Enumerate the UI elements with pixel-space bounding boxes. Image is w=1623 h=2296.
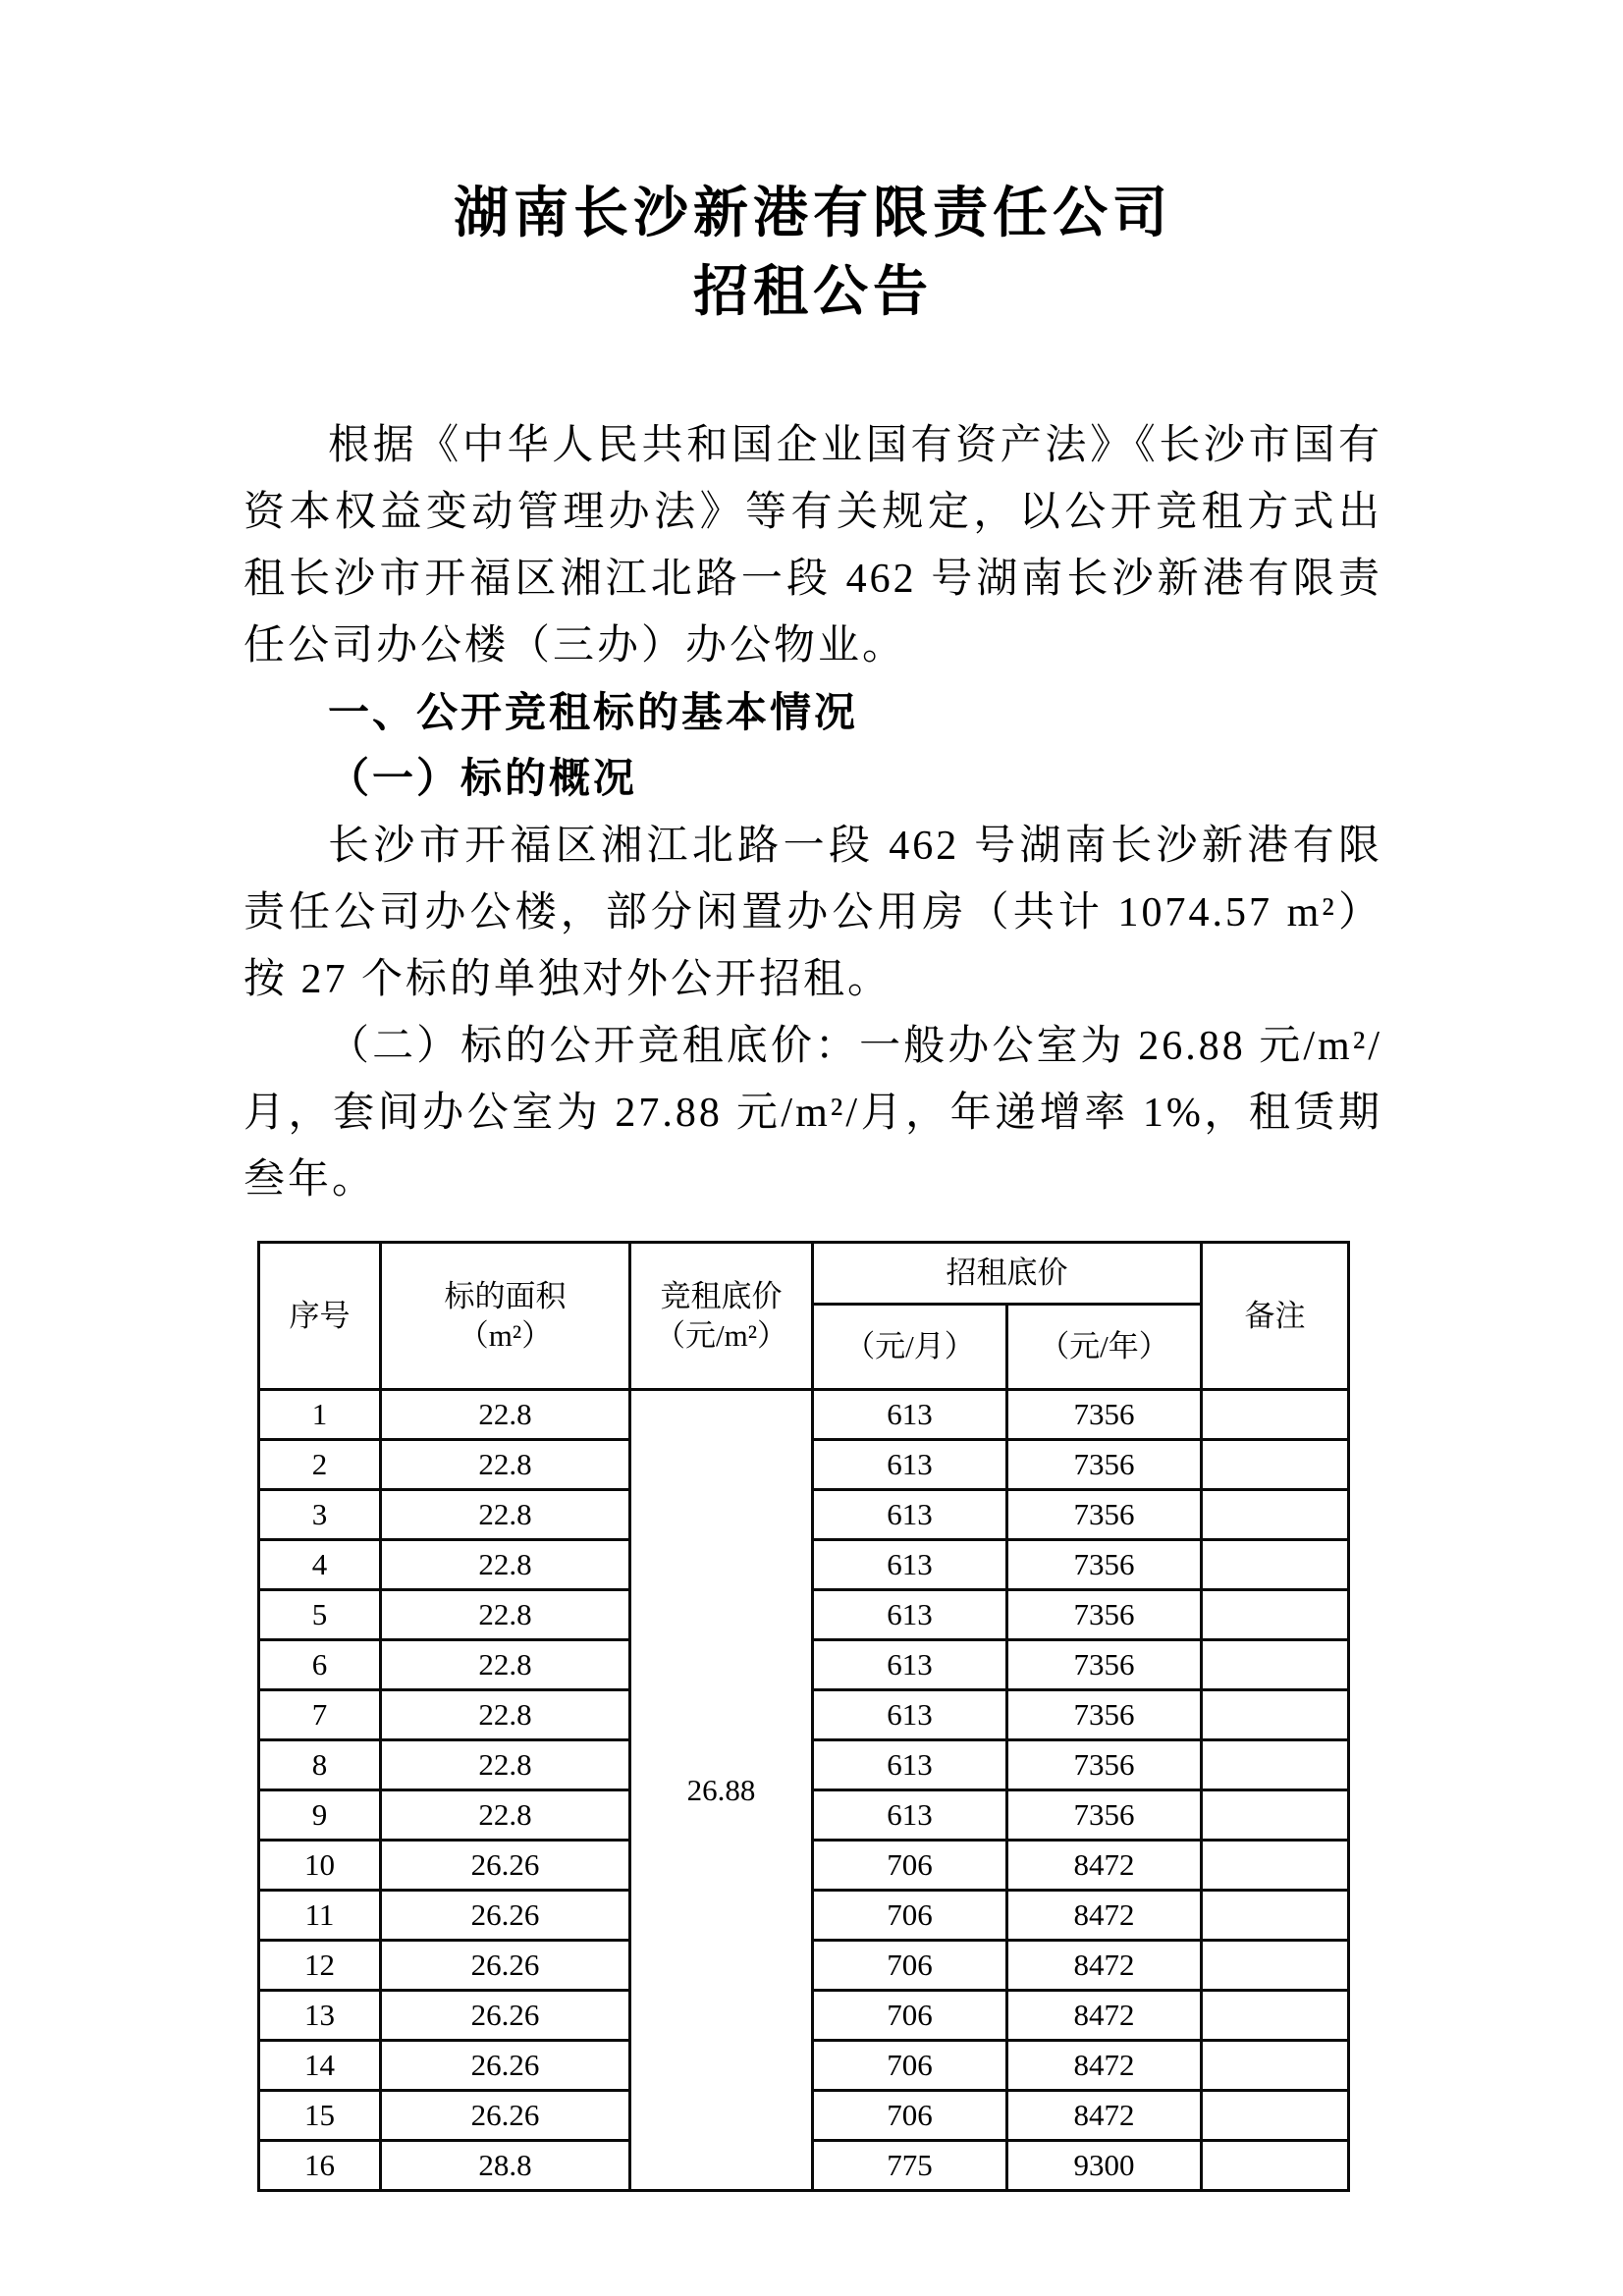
cell-month: 613 xyxy=(813,1540,1007,1590)
cell-month: 706 xyxy=(813,1941,1007,1991)
cell-no: 3 xyxy=(259,1490,381,1540)
header-per-year: （元/年） xyxy=(1007,1305,1202,1390)
cell-note xyxy=(1202,1841,1349,1891)
cell-area: 26.26 xyxy=(381,1891,630,1941)
cell-area: 22.8 xyxy=(381,1390,630,1440)
doc-title-line2: 招租公告 xyxy=(693,262,933,323)
cell-month: 613 xyxy=(813,1390,1007,1440)
cell-year: 7356 xyxy=(1007,1440,1202,1490)
cell-note xyxy=(1202,2041,1349,2091)
cell-area: 26.26 xyxy=(381,2091,630,2141)
cell-month: 613 xyxy=(813,1790,1007,1841)
cell-year: 7356 xyxy=(1007,1790,1202,1841)
cell-no: 9 xyxy=(259,1790,381,1841)
cell-area: 22.8 xyxy=(381,1490,630,1540)
intro-paragraph: 根据《中华人民共和国企业国有资产法》《长沙市国有资本权益变动管理办法》等有关规定，以公开竞租方式出租长沙市开福区湘江北路一段 462 号湖南长沙新港有限责任公司办公楼（三办）办公物业。 xyxy=(243,423,1382,668)
cell-area: 22.8 xyxy=(381,1540,630,1590)
cell-note xyxy=(1202,2141,1349,2191)
cell-area: 22.8 xyxy=(381,1640,630,1690)
cell-note xyxy=(1202,1540,1349,1590)
cell-year: 7356 xyxy=(1007,1490,1202,1540)
header-base-price xyxy=(630,1243,813,1390)
cell-year: 8472 xyxy=(1007,1991,1202,2041)
cell-no: 5 xyxy=(259,1590,381,1640)
rental-table-header xyxy=(259,1243,1349,1390)
header-no: 序号 xyxy=(259,1243,381,1390)
cell-year: 7356 xyxy=(1007,1540,1202,1590)
cell-month: 706 xyxy=(813,2091,1007,2141)
cell-no: 10 xyxy=(259,1841,381,1891)
header-area-line2: （m²） xyxy=(458,1317,553,1353)
cell-note xyxy=(1202,1991,1349,2041)
price-paragraph: （二）标的公开竞租底价：一般办公室为 26.88 元/m²/月，套间办公室为 27.88 元/m²/月，年递增率 1%，租赁期叁年。 xyxy=(243,1024,1382,1202)
header-note: 备注 xyxy=(1202,1243,1349,1390)
header-rental-price-group: 招租底价 xyxy=(813,1243,1202,1305)
cell-year: 7356 xyxy=(1007,1640,1202,1690)
cell-year: 9300 xyxy=(1007,2141,1202,2191)
cell-no: 4 xyxy=(259,1540,381,1590)
cell-area: 26.26 xyxy=(381,1841,630,1891)
doc-title-line1: 湖南长沙新港有限责任公司 xyxy=(454,184,1172,244)
cell-note xyxy=(1202,1640,1349,1690)
cell-note xyxy=(1202,1790,1349,1841)
header-base-price-line2: （元/m²） xyxy=(654,1317,788,1353)
cell-area: 22.8 xyxy=(381,1740,630,1790)
cell-no: 2 xyxy=(259,1440,381,1490)
cell-note xyxy=(1202,1490,1349,1540)
cell-no: 16 xyxy=(259,2141,381,2191)
cell-month: 706 xyxy=(813,1891,1007,1941)
cell-area: 26.26 xyxy=(381,1941,630,1991)
cell-base-price-merged: 26.88 xyxy=(630,1390,813,2191)
cell-no: 12 xyxy=(259,1941,381,1991)
cell-year: 8472 xyxy=(1007,1941,1202,1991)
cell-year: 7356 xyxy=(1007,1590,1202,1640)
cell-month: 706 xyxy=(813,1991,1007,2041)
cell-no: 14 xyxy=(259,2041,381,2091)
cell-month: 613 xyxy=(813,1490,1007,1540)
cell-no: 6 xyxy=(259,1640,381,1690)
cell-note xyxy=(1202,1390,1349,1440)
cell-note xyxy=(1202,1690,1349,1740)
cell-no: 13 xyxy=(259,1991,381,2041)
rental-table xyxy=(257,1241,1350,2192)
cell-note xyxy=(1202,1891,1349,1941)
cell-area: 28.8 xyxy=(381,2141,630,2191)
cell-month: 775 xyxy=(813,2141,1007,2191)
cell-year: 7356 xyxy=(1007,1740,1202,1790)
cell-year: 7356 xyxy=(1007,1390,1202,1440)
cell-no: 1 xyxy=(259,1390,381,1440)
cell-month: 613 xyxy=(813,1640,1007,1690)
cell-month: 613 xyxy=(813,1590,1007,1640)
cell-year: 8472 xyxy=(1007,1841,1202,1891)
cell-year: 7356 xyxy=(1007,1690,1202,1740)
cell-note xyxy=(1202,2091,1349,2141)
cell-area: 22.8 xyxy=(381,1790,630,1841)
header-base-price-line1: 竞租底价 xyxy=(660,1278,783,1313)
cell-no: 15 xyxy=(259,2091,381,2141)
cell-area: 22.8 xyxy=(381,1690,630,1740)
section1-heading: 一、公开竞租标的基本情况 xyxy=(328,689,859,735)
cell-note xyxy=(1202,1590,1349,1640)
cell-month: 613 xyxy=(813,1740,1007,1790)
cell-area: 26.26 xyxy=(381,2041,630,2091)
cell-year: 8472 xyxy=(1007,2041,1202,2091)
cell-area: 26.26 xyxy=(381,1991,630,2041)
cell-year: 8472 xyxy=(1007,2091,1202,2141)
cell-no: 7 xyxy=(259,1690,381,1740)
header-area-line1: 标的面积 xyxy=(444,1278,567,1313)
cell-month: 613 xyxy=(813,1440,1007,1490)
sub1-heading: （一）标的概况 xyxy=(328,757,638,802)
cell-year: 8472 xyxy=(1007,1891,1202,1941)
cell-area: 22.8 xyxy=(381,1440,630,1490)
cell-month: 706 xyxy=(813,2041,1007,2091)
rental-table-body xyxy=(259,1390,1349,2191)
cell-area: 22.8 xyxy=(381,1590,630,1640)
cell-note xyxy=(1202,1740,1349,1790)
table-row xyxy=(259,1390,1349,1440)
header-area xyxy=(381,1243,630,1390)
cell-note xyxy=(1202,1941,1349,1991)
cell-no: 8 xyxy=(259,1740,381,1790)
document-content xyxy=(243,175,1382,2192)
header-per-month: （元/月） xyxy=(813,1305,1007,1390)
cell-no: 11 xyxy=(259,1891,381,1941)
cell-month: 613 xyxy=(813,1690,1007,1740)
cell-note xyxy=(1202,1440,1349,1490)
overview-paragraph: 长沙市开福区湘江北路一段 462 号湖南长沙新港有限责任公司办公楼，部分闲置办公用房（共计 1074.57 m²）按 27 个标的单独对外公开招租。 xyxy=(243,824,1382,1002)
cell-month: 706 xyxy=(813,1841,1007,1891)
